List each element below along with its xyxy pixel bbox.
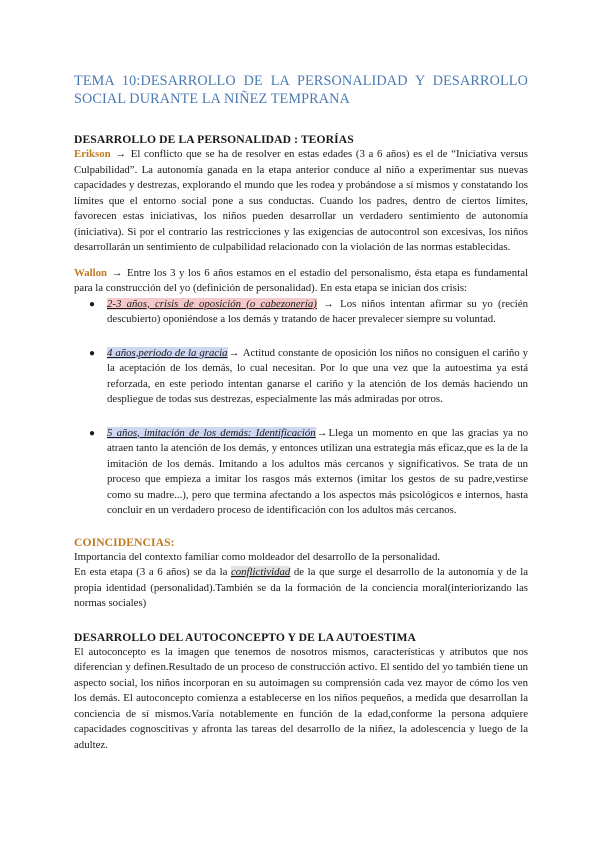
document-page [74, 72, 528, 753]
wallon-name: Wallon [74, 266, 108, 279]
arrow-icon: → [323, 297, 334, 310]
section-heading-personalidad: DESARROLLO DE LA PERSONALIDAD : TEORÍAS [74, 133, 354, 146]
section-heading-autoconcepto: DESARROLLO DEL AUTOCONCEPTO Y DE LA AUTOESTIMA [74, 630, 416, 644]
coincidencias-line-1: Importancia del contexto familiar como moldeador del desarrollo de la personalidad. [74, 550, 441, 563]
coincidencias-heading: COINCIDENCIAS: [74, 535, 175, 549]
arrow-icon: → [316, 426, 328, 439]
wallon-crisis-list [74, 297, 528, 519]
list-item-text: Actitud constante de oposición los niños no consiguen el cariño y la aceptación de los demás, lo cual necesitan. Por lo que una vez que la autoestima ya está reforzada, en este periodo intentan ganarse el cariño y la atención de los demás haciendo un despliegue de todas sus destrezas, especialmente las más admiradas por otros. [107, 346, 528, 405]
erikson-paragraph [74, 147, 528, 256]
highlight-conflictividad: conflictividad [230, 566, 291, 578]
list-item [74, 426, 528, 519]
erikson-text: El conflicto que se ha de resolver en estas edades (3 a 6 años) es el de “Iniciativa versus Culpabilidad”. La autonomía ganada en la etapa anterior conduce al niño a experimentar sus nuevas capacidades y destrezas, explorando el mundo que les rodea y probándose a sí mismos y constatando los límites que el entorno social pone a sus conductas. Cuando los padres, dentro de ciertos límites, favorecen estas iniciativas, los niños pueden desarrollar un verdadero sentimiento de autonomía (iniciativa). Si por el contrario las restricciones y las exigencias de autocontrol son excesivas, los niños desarrollarán un sentimiento de culpabilidad relacionado con la violación de las normas establecidas. [74, 148, 528, 253]
highlight-periodo-gracia: 4 años,periodo de la gracia [107, 346, 228, 359]
list-item [74, 297, 528, 328]
arrow-icon: → [228, 346, 240, 359]
coincidencias-text-after: de la que surge el desarrollo de la autonomía y de la propia identidad (personalidad).También se da la formación de la conciencia moral(interiorizando las normas sociales) [74, 566, 529, 609]
autoconcepto-paragraph: El autoconcepto es la imagen que tenemos de nosotros mismos, características y atributos que nos diferencian y definen.Resultado de un proceso de construcción activo. El sentido del yo también tiene un aspecto social, los niños incorporan en su autoimagen su comprensión cada vez mayor de cómo los ven los demás. El autoconcepto comienza a establecerse en los niños pequeños, a medida que desarrollan la conciencia de sí mismos.Varía notablemente en función de la edad,conforme la persona adquiere capacidades cognoscitivas y afronta las tareas del desarrollo de la niñez, la adolescencia y luego de la adultez. [74, 645, 528, 751]
arrow-icon: → [115, 148, 127, 160]
bullet-icon: ● [89, 298, 96, 310]
bullet-icon: ● [89, 427, 96, 439]
list-item-text: Llega un momento en que las gracias ya no atraen tanto la atención de los demás, y entonces utilizan una estrategia más eficaz,que es la de la imitación de los demás. Imitando a los adultos más cercanos y significativos. Se trata de un proceso que empieza a imitar los rasgos más externos (imitar los gestos de su padre,vestirse como su madre...), pero que termina afectando a los aspectos más psicológicos e internos, hasta concluir en un verdadero proceso de identificación con los adultos más cercanos. [107, 426, 528, 516]
list-item [74, 346, 528, 408]
arrow-icon: → [111, 266, 123, 279]
erikson-name: Erikson [74, 148, 111, 160]
coincidencias-text-before: En esta etapa (3 a 6 años) se da la [74, 566, 231, 578]
document-title: TEMA 10:DESARROLLO DE LA PERSONALIDAD Y DESARROLLO SOCIAL DURANTE LA NIÑEZ TEMPRANA [74, 73, 528, 107]
bullet-icon: ● [89, 347, 96, 359]
highlight-crisis-oposicion: 2-3 años, crisis de oposición (o cabezonería) [107, 297, 317, 310]
wallon-paragraph [74, 266, 528, 297]
list-item-text: Los niños intentan afirmar su yo (recién descubierto) oponiéndose a los demás y tratando de hacer prevalecer siempre su voluntad. [107, 297, 528, 325]
coincidencias-line-2 [74, 565, 528, 612]
wallon-text: Entre los 3 y los 6 años estamos en el estadio del personalismo, ésta etapa es fundamental para la construcción del yo (definición de personalidad). En esta etapa se inician dos crisis: [74, 266, 528, 294]
highlight-identificacion: 5 años, imitación de los demás: Identificación [107, 426, 316, 439]
